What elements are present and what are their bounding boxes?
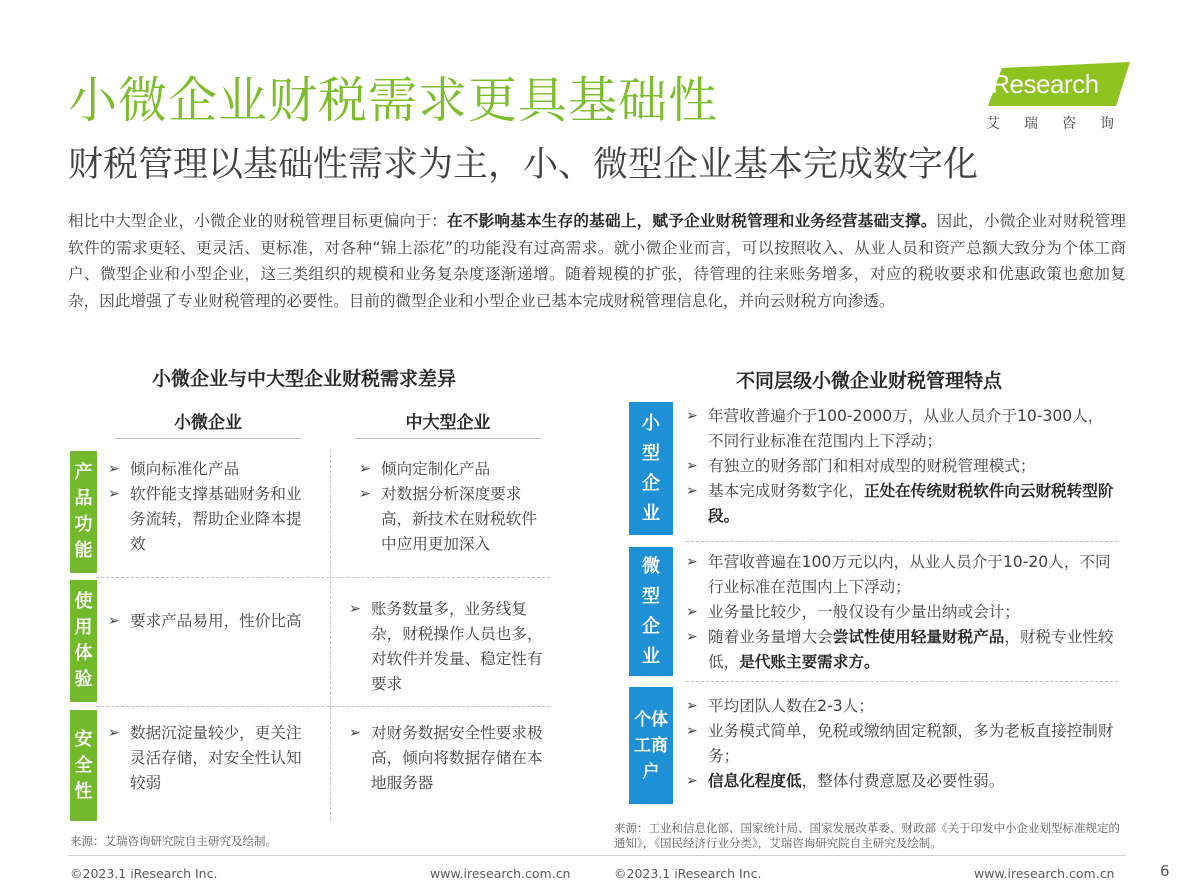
small-enterprise-list (686, 404, 1116, 529)
item-text: ，整体付费意愿及必要性弱。 (801, 772, 1005, 790)
col-head-underline (115, 438, 301, 439)
col-head-large: 中大型企业 (405, 413, 491, 433)
row-divider (686, 681, 1118, 682)
list-item: ➢ 对数据分析深度要求高，新技术在财税软件中应用更加深入 (359, 482, 549, 557)
small-experience-list (108, 609, 306, 634)
tier-label-text: 个体工商户 (634, 709, 668, 782)
right-source-note: 来源：工业和信息化部、国家统计局、国家发展改革委、财政部《关于印发中小企业划型标准规定的通知》，《国民经济行业分类》，艾瑞咨询研究院自主研究及绘制。 (614, 821, 1120, 850)
list-item: ➢ 要求产品易用，性价比高 (108, 609, 306, 634)
list-item (686, 479, 1116, 529)
intro-text-2: 因此，小微企业对财税管理软件的需求更轻、更灵活、更标准，对各种“锦上添花”的功能没有过高需求。就小微企业而言，可以按照收入、从业人员和资产总额大致分为个体工商户、微型企业和小型企业，这三类组织的规模和业务复杂度逐渐递增。随着规模的扩张，待管理的往来账务增多，对应的税收要求和优惠政策也愈加复杂，因此增强了专业财税管理的必要性。目前的微型企业和小型企业已基本完成财税管理信息化，并向云财税方向渗透。 (68, 212, 1126, 310)
list-item: ➢ 软件能支撑基础财务和业务流转，帮助企业降本提效 (108, 482, 306, 557)
row-divider (96, 706, 550, 707)
list-item: ➢ 业务模式简单，免税或缴纳固定税额，多为老板直接控制财务； (686, 719, 1116, 769)
page-number: 6 (1160, 862, 1170, 880)
row-label-text: 产品功能 (74, 462, 93, 561)
right-section-title: 不同层级小微企业财税管理特点 (736, 370, 1003, 392)
list-item: ➢ 倾向标准化产品 (108, 457, 306, 482)
tier-label-text: 微型企业 (642, 555, 660, 667)
list-item: ➢ 年营收普遍在100万元以内，从业人员介于10-20人，不同行业标准在范围内上下浮动； (686, 550, 1116, 600)
list-item (686, 625, 1116, 675)
footer-copyright-right: ©2023.1 iResearch Inc. (614, 866, 762, 881)
item-bold: 信息化程度低 (708, 772, 802, 790)
logo-text: iResearch (986, 69, 1099, 99)
item-text: ，财税专业性较低， (708, 628, 1114, 671)
intro-paragraph (68, 208, 1126, 314)
left-source-note: 来源：艾瑞咨询研究院自主研究及绘制。 (70, 834, 277, 848)
row-label-text: 使用体验 (74, 591, 93, 690)
large-product-list (359, 457, 549, 557)
individual-business-list (686, 694, 1116, 794)
list-item (686, 769, 1116, 794)
list-item: ➢ 业务量比较少，一般仅设有少量出纳或会计； (686, 600, 1116, 625)
row-divider (96, 577, 550, 578)
col-head-small: 小微企业 (174, 413, 242, 433)
intro-text-1: 相比中大型企业，小微企业的财税管理目标更偏向于： (68, 212, 448, 230)
tier-label-text: 小型企业 (642, 412, 660, 524)
footer-copyright-left: ©2023.1 iResearch Inc. (70, 866, 218, 881)
list-item: ➢ 账务数量多，业务线复杂，财税操作人员也多，对软件并发量、稳定性有要求 (349, 597, 549, 697)
micro-enterprise-list (686, 550, 1116, 675)
list-item: ➢ 年营收普遍介于100-2000万，从业人员介于10-300人，不同行业标准在范围内上下浮动； (686, 404, 1116, 454)
large-security-list (349, 721, 549, 796)
tier-label-micro (629, 547, 673, 676)
row-label-experience (70, 580, 97, 702)
row-label-product (70, 451, 97, 573)
list-item: ➢ 数据沉淀量较少，更关注灵活存储，对安全性认知较弱 (108, 721, 306, 796)
small-product-list (108, 457, 306, 557)
column-divider (330, 450, 331, 820)
page-subtitle: 财税管理以基础性需求为主，小、微型企业基本完成数字化 (68, 145, 979, 185)
tier-label-individual (629, 687, 673, 804)
small-security-list (108, 721, 306, 796)
intro-bold: 在不影响基本生存的基础上，赋予企业财税管理和业务经营基础支撑。 (447, 212, 937, 230)
logo-subtext: 艾瑞咨询 (986, 116, 1138, 132)
item-bold: 是代账主要需求方。 (739, 653, 880, 671)
list-item: ➢ 倾向定制化产品 (359, 457, 549, 482)
list-item: ➢ 有独立的财务部门和相对成型的财税管理模式； (686, 454, 1116, 479)
row-divider (686, 541, 1118, 542)
item-bold: 正处在传统财税软件向云财税转型阶段。 (708, 482, 1114, 525)
list-item: ➢ 对财务数据安全性要求极高，倾向将数据存储在本地服务器 (349, 721, 549, 796)
row-label-security (70, 710, 97, 821)
tier-label-small (629, 402, 673, 535)
item-bold: 尝试性使用轻量财税产品 (832, 628, 1005, 646)
left-section-title: 小微企业与中大型企业财税需求差异 (152, 368, 457, 390)
footer-url-right[interactable]: www.iresearch.com.cn (974, 866, 1115, 881)
large-experience-list (349, 597, 549, 697)
footer-divider (68, 855, 1126, 856)
col-head-underline (355, 438, 541, 439)
item-text: 基本完成财务数字化， (708, 482, 864, 500)
item-text: 随着业务量增大会 (708, 628, 833, 646)
page-title: 小微企业财税需求更具基础性 (68, 72, 719, 129)
footer-url-left[interactable]: www.iresearch.com.cn (430, 866, 571, 881)
row-label-text: 安全性 (74, 728, 93, 802)
list-item: ➢ 平均团队人数在2-3人； (686, 694, 1116, 719)
